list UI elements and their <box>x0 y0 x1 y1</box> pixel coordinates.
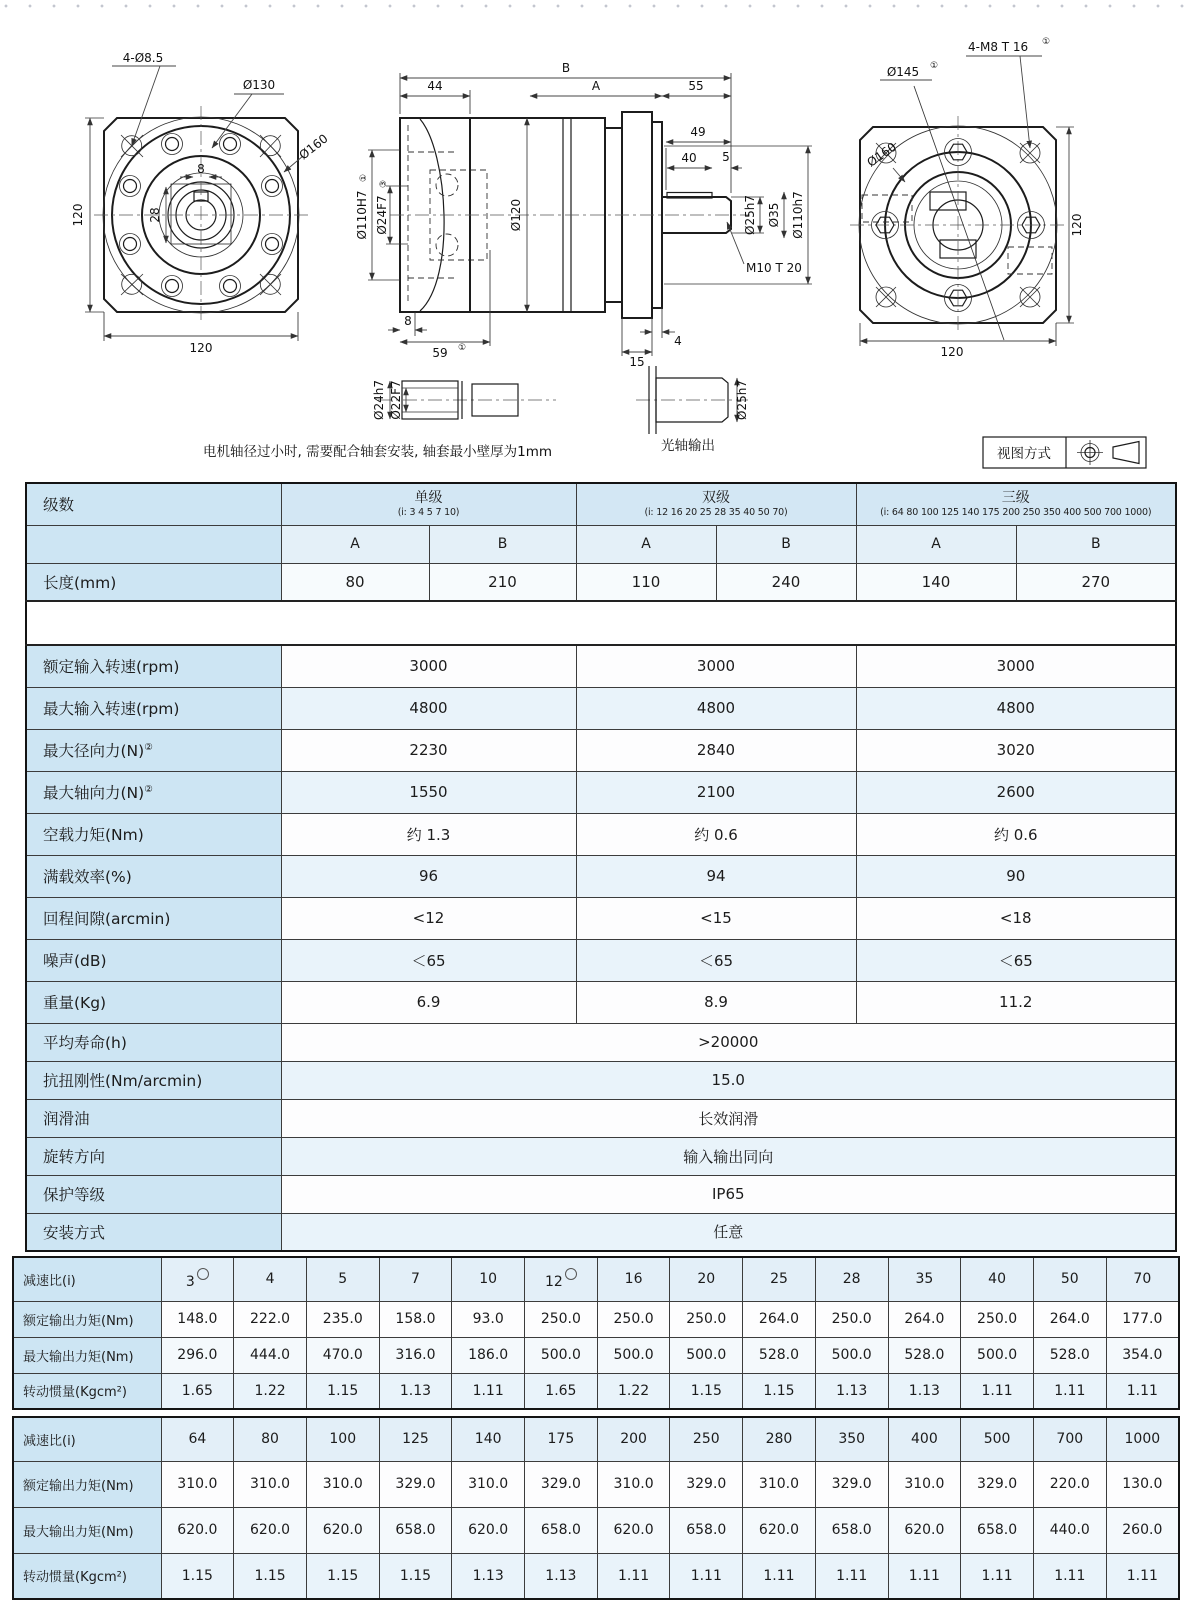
group-header-double-stage <box>576 483 856 525</box>
cell-value: 1.11 <box>1033 1553 1106 1599</box>
cell-value: ＜65 <box>281 939 576 981</box>
rear-height-dim: 120 <box>1070 213 1084 237</box>
cell-value: <12 <box>281 897 576 939</box>
cell-value: 1550 <box>281 771 576 813</box>
note-circle-icon <box>197 1268 209 1280</box>
cell-value: 140 <box>856 563 1016 601</box>
cell-value: 1.65 <box>161 1373 234 1409</box>
group-ratios: (i: 3 4 5 7 10) <box>397 507 460 519</box>
row-label: 减速比(i) <box>13 1417 161 1461</box>
ratio-row <box>13 1417 1179 1461</box>
cell-value: 296.0 <box>161 1337 234 1373</box>
spec-span-row <box>26 1175 1176 1213</box>
row-label: 旋转方向 <box>26 1137 281 1175</box>
row-label: 噪声(dB) <box>26 939 281 981</box>
cell-value: 35 <box>888 1257 961 1301</box>
row-label: 最大轴向力(N)② <box>26 771 281 813</box>
cell-value: 310.0 <box>234 1461 307 1507</box>
perforated-edge <box>0 2 1192 10</box>
cell-value: 2600 <box>856 771 1176 813</box>
subheader-A: A <box>576 525 716 563</box>
ratio-row <box>13 1301 1179 1337</box>
length-row <box>26 563 1176 601</box>
row-label: 满载效率(%) <box>26 855 281 897</box>
cell-value: 148.0 <box>161 1301 234 1337</box>
cell-value: 6.9 <box>281 981 576 1023</box>
cell-value: 20 <box>670 1257 743 1301</box>
spec-param-row <box>26 771 1176 813</box>
cell-value: 620.0 <box>306 1507 379 1553</box>
group-title: 单级 <box>414 490 443 507</box>
cell-value: 620.0 <box>234 1507 307 1553</box>
cell-value: 1.11 <box>815 1553 888 1599</box>
cell-value: 输入输出同向 <box>281 1137 1176 1175</box>
subheader-A: A <box>281 525 429 563</box>
cell-value: 3 <box>161 1257 234 1301</box>
cell-value: 310.0 <box>306 1461 379 1507</box>
cell-value: 270 <box>1016 563 1176 601</box>
cell-value: 3000 <box>576 645 856 687</box>
cell-value: 250 <box>670 1417 743 1461</box>
header-stages-label: 级数 <box>26 483 281 525</box>
subheader-B: B <box>1016 525 1176 563</box>
cell-value: 235.0 <box>306 1301 379 1337</box>
cell-value: 620.0 <box>743 1507 816 1553</box>
cell-value: 658.0 <box>670 1507 743 1553</box>
cell-value: 约 0.6 <box>856 813 1176 855</box>
cell-value: 260.0 <box>1106 1507 1179 1553</box>
rear-taps-note: ① <box>1042 37 1051 47</box>
row-label: 长度(mm) <box>26 563 281 601</box>
cell-value: 93.0 <box>452 1301 525 1337</box>
cell-value: 140 <box>452 1417 525 1461</box>
note-circle-icon <box>565 1268 577 1280</box>
row-label: 最大输入转速(rpm) <box>26 687 281 729</box>
cell-value: 1.22 <box>234 1373 307 1409</box>
cell-value: 310.0 <box>888 1461 961 1507</box>
spec-span-row <box>26 1137 1176 1175</box>
cell-value: <15 <box>576 897 856 939</box>
row-label: 保护等级 <box>26 1175 281 1213</box>
cell-value: 50 <box>1033 1257 1106 1301</box>
row-label: 最大输出力矩(Nm) <box>13 1337 161 1373</box>
cell-value: 100 <box>306 1417 379 1461</box>
first-angle-projection-icon <box>1077 440 1103 465</box>
row-label: 润滑油 <box>26 1099 281 1137</box>
side-len15-dim: 15 <box>629 355 645 369</box>
side-view-drawing <box>355 61 812 369</box>
ratio-table-high <box>12 1416 1180 1600</box>
cell-value: 15.0 <box>281 1061 1176 1099</box>
cell-value: 8.9 <box>576 981 856 1023</box>
row-label: 转动惯量(Kgcm²) <box>13 1553 161 1599</box>
rear-outer-circle-dim: Ø160 <box>864 139 899 170</box>
cell-value: 310.0 <box>161 1461 234 1507</box>
cell-value: 500 <box>961 1417 1034 1461</box>
ratio-row <box>13 1553 1179 1599</box>
row-label: 安装方式 <box>26 1213 281 1251</box>
cell-value: 1.11 <box>961 1373 1034 1409</box>
ratio-row <box>13 1507 1179 1553</box>
cell-value: 125 <box>379 1417 452 1461</box>
sleeve-note: 电机轴径过小时, 需要配合轴套安装, 轴套最小壁厚为1mm <box>203 444 553 460</box>
cell-value: 440.0 <box>1033 1507 1106 1553</box>
cell-value: 7 <box>379 1257 452 1301</box>
cell-value: 90 <box>856 855 1176 897</box>
side-input-bore-dim: Ø24F7 <box>375 195 389 235</box>
spec-param-row <box>26 855 1176 897</box>
group-ratios: (i: 64 80 100 125 140 175 200 250 350 400 500 700 1000) <box>880 507 1152 519</box>
cell-value: 10 <box>452 1257 525 1301</box>
cell-value: 175 <box>525 1417 598 1461</box>
side-len4-dim: 4 <box>674 334 682 348</box>
cell-value: 177.0 <box>1106 1301 1179 1337</box>
cell-value: 528.0 <box>888 1337 961 1373</box>
cell-value: 1000 <box>1106 1417 1179 1461</box>
cell-value: 1.11 <box>1033 1373 1106 1409</box>
cell-value: 200 <box>597 1417 670 1461</box>
output-shaft-detail-drawing <box>636 366 749 454</box>
rear-taps-callout: 4-M8 T 16 <box>968 40 1029 54</box>
cell-value: 316.0 <box>379 1337 452 1373</box>
cell-value: 1.11 <box>888 1553 961 1599</box>
cell-value: 658.0 <box>379 1507 452 1553</box>
cell-value: 约 0.6 <box>576 813 856 855</box>
cell-value: 1.11 <box>670 1553 743 1599</box>
spec-span-row <box>26 1023 1176 1061</box>
row-label: 回程间隙(arcmin) <box>26 897 281 939</box>
cell-value: 1.13 <box>379 1373 452 1409</box>
spec-header-row <box>26 483 1176 525</box>
cell-value: 94 <box>576 855 856 897</box>
cell-value: 5 <box>306 1257 379 1301</box>
side-len49-dim: 49 <box>690 125 706 139</box>
side-len8-dim: 8 <box>404 314 412 328</box>
gearbox-drawing-svg <box>0 10 1192 482</box>
cell-value: 250.0 <box>961 1301 1034 1337</box>
side-len5-dim: 5 <box>722 150 730 164</box>
cell-value: 4800 <box>856 687 1176 729</box>
cell-value: 186.0 <box>452 1337 525 1373</box>
row-label: 额定输出力矩(Nm) <box>13 1461 161 1507</box>
row-label: 抗扭刚性(Nm/arcmin) <box>26 1061 281 1099</box>
cell-value: 658.0 <box>961 1507 1034 1553</box>
cell-value: 1.11 <box>597 1553 670 1599</box>
cell-value: 250.0 <box>670 1301 743 1337</box>
technical-drawings <box>0 10 1192 482</box>
cell-value: 620.0 <box>888 1507 961 1553</box>
cell-value: 70 <box>1106 1257 1179 1301</box>
cell-value: 700 <box>1033 1417 1106 1461</box>
cell-value: 329.0 <box>670 1461 743 1507</box>
cell-value: 500.0 <box>961 1337 1034 1373</box>
cell-value: 210 <box>429 563 576 601</box>
cell-value: 1.22 <box>597 1373 670 1409</box>
cell-value: <18 <box>856 897 1176 939</box>
front-width-dim: 120 <box>189 341 213 355</box>
cell-value: 444.0 <box>234 1337 307 1373</box>
cell-value: 620.0 <box>161 1507 234 1553</box>
footnote-mark: ② <box>144 741 153 753</box>
cell-value: 329.0 <box>815 1461 888 1507</box>
cell-value: 264.0 <box>888 1301 961 1337</box>
group-title: 三级 <box>1001 490 1030 507</box>
cell-value: 470.0 <box>306 1337 379 1373</box>
cell-value: 310.0 <box>597 1461 670 1507</box>
cell-value: 长效润滑 <box>281 1099 1176 1137</box>
cell-value: 658.0 <box>815 1507 888 1553</box>
side-shaft-dia-dim: Ø25h7 <box>743 195 757 235</box>
cell-value: 11.2 <box>856 981 1176 1023</box>
cell-value: 64 <box>161 1417 234 1461</box>
cell-value: ＜65 <box>856 939 1176 981</box>
spec-span-row <box>26 1213 1176 1251</box>
cell-value: 4800 <box>576 687 856 729</box>
side-key-length-dim: 40 <box>681 151 697 165</box>
rear-width-dim: 120 <box>940 345 964 359</box>
spec-param-row <box>26 813 1176 855</box>
cell-value: 250.0 <box>815 1301 888 1337</box>
spacer-row <box>26 601 1176 645</box>
front-key-height-dim: 28 <box>148 207 162 223</box>
cell-value: 约 1.3 <box>281 813 576 855</box>
cell-value: 1.15 <box>161 1553 234 1599</box>
cell-value: 1.13 <box>452 1553 525 1599</box>
cell-value: 528.0 <box>1033 1337 1106 1373</box>
cell-value: 1.15 <box>379 1553 452 1599</box>
cell-value: 250.0 <box>525 1301 598 1337</box>
row-label: 额定输入转速(rpm) <box>26 645 281 687</box>
spec-span-row <box>26 1099 1176 1137</box>
row-label: 转动惯量(Kgcm²) <box>13 1373 161 1409</box>
front-height-dim: 120 <box>71 203 85 227</box>
group-header-single-stage <box>281 483 576 525</box>
cell-value: IP65 <box>281 1175 1176 1213</box>
cell-value: 1.11 <box>743 1553 816 1599</box>
row-label: 最大输出力矩(Nm) <box>13 1507 161 1553</box>
front-bolt-circle-dim: Ø130 <box>242 78 276 92</box>
spec-param-row <box>26 981 1176 1023</box>
cell-value: 220.0 <box>1033 1461 1106 1507</box>
ratio-row <box>13 1257 1179 1301</box>
view-method-box <box>983 437 1146 468</box>
cell-value: 96 <box>281 855 576 897</box>
side-flange-length-dim: 44 <box>427 79 443 93</box>
cell-value: 658.0 <box>525 1507 598 1553</box>
cell-value: 280 <box>743 1417 816 1461</box>
spec-param-row <box>26 939 1176 981</box>
subheader-B: B <box>429 525 576 563</box>
footnote-mark: ② <box>144 783 153 795</box>
cell-value: 240 <box>716 563 856 601</box>
cell-value: 1.15 <box>743 1373 816 1409</box>
cell-value: 28 <box>815 1257 888 1301</box>
cell-value: 158.0 <box>379 1301 452 1337</box>
cell-value: 1.15 <box>234 1553 307 1599</box>
view-method-label: 视图方式 <box>997 446 1051 462</box>
side-spigot-dia-dim: Ø110h7 <box>791 191 805 239</box>
side-overall-length-dim: B <box>561 61 571 75</box>
cell-value: 329.0 <box>379 1461 452 1507</box>
side-shoulder-dia-dim: Ø35 <box>767 202 781 228</box>
side-body-length-dim: A <box>591 79 601 93</box>
cell-value: 12 <box>525 1257 598 1301</box>
cell-value: 620.0 <box>597 1507 670 1553</box>
ratio-row <box>13 1373 1179 1409</box>
cell-value: 3020 <box>856 729 1176 771</box>
ratio-row <box>13 1337 1179 1373</box>
spec-table <box>25 482 1177 1252</box>
cell-value: 1.15 <box>306 1373 379 1409</box>
group-header-triple-stage <box>856 483 1176 525</box>
row-label: 平均寿命(h) <box>26 1023 281 1061</box>
row-label: 额定输出力矩(Nm) <box>13 1301 161 1337</box>
cell-value: 110 <box>576 563 716 601</box>
cell-value: 620.0 <box>452 1507 525 1553</box>
sleeve-bore-dia-dim: Ø22F7 <box>389 380 403 420</box>
spec-param-row <box>26 687 1176 729</box>
cell-value: 500.0 <box>597 1337 670 1373</box>
rear-view-drawing <box>850 37 1084 359</box>
side-input-bore-note: ③ <box>379 179 389 189</box>
row-label: 重量(Kg) <box>26 981 281 1023</box>
ratio-row <box>13 1461 1179 1507</box>
subheader-A: A <box>856 525 1016 563</box>
front-key-width-dim: 8 <box>197 162 205 176</box>
cell-value: 500.0 <box>525 1337 598 1373</box>
group-ratios: (i: 12 16 20 25 28 35 40 50 70) <box>644 507 788 519</box>
cell-value: 1.11 <box>452 1373 525 1409</box>
front-outer-circle-dim: Ø160 <box>296 131 331 163</box>
spec-param-row <box>26 729 1176 771</box>
side-len59-note: ① <box>458 343 467 353</box>
cell-value: 329.0 <box>961 1461 1034 1507</box>
side-body-dia-dim: Ø120 <box>509 198 523 232</box>
cell-value: 264.0 <box>743 1301 816 1337</box>
cell-value: 310.0 <box>452 1461 525 1507</box>
cell-value: 500.0 <box>670 1337 743 1373</box>
cell-value: 16 <box>597 1257 670 1301</box>
cell-value: 80 <box>281 563 429 601</box>
side-shaft-length-dim: 55 <box>688 79 704 93</box>
cell-value: 3000 <box>856 645 1176 687</box>
cell-value: 400 <box>888 1417 961 1461</box>
projection-cone-icon <box>1113 442 1139 464</box>
cell-value: 528.0 <box>743 1337 816 1373</box>
side-len59-dim: 59 <box>432 346 448 360</box>
side-pilot-bore-dim: Ø110H7 <box>355 190 369 240</box>
cell-value: 130.0 <box>1106 1461 1179 1507</box>
cell-value: 350 <box>815 1417 888 1461</box>
front-holes-callout: 4-Ø8.5 <box>122 51 164 65</box>
cell-value: 任意 <box>281 1213 1176 1251</box>
row-label: 减速比(i) <box>13 1257 161 1301</box>
cell-value: 4800 <box>281 687 576 729</box>
row-label: 最大径向力(N)② <box>26 729 281 771</box>
cell-value: 1.13 <box>815 1373 888 1409</box>
rear-bolt-circle-dim: Ø145 <box>886 65 920 79</box>
cell-value: 1.11 <box>961 1553 1034 1599</box>
row-label: 空载力矩(Nm) <box>26 813 281 855</box>
cell-value: 1.11 <box>1106 1373 1179 1409</box>
side-pilot-bore-note: ① <box>359 173 369 183</box>
cell-value: ＜65 <box>576 939 856 981</box>
cell-value: 500.0 <box>815 1337 888 1373</box>
spec-param-row <box>26 645 1176 687</box>
cell-value: 310.0 <box>743 1461 816 1507</box>
spec-subheader-row <box>26 525 1176 563</box>
front-view-drawing <box>71 51 331 355</box>
cell-value: >20000 <box>281 1023 1176 1061</box>
subheader-B: B <box>716 525 856 563</box>
cell-value: 329.0 <box>525 1461 598 1507</box>
rear-bolt-circle-note: ① <box>930 61 939 71</box>
sleeve-detail-drawing <box>372 380 556 420</box>
cell-value: 1.11 <box>1106 1553 1179 1599</box>
cell-value: 1.15 <box>306 1553 379 1599</box>
spacer-cell <box>26 601 1176 645</box>
cell-value: 25 <box>743 1257 816 1301</box>
cell-value: 264.0 <box>1033 1301 1106 1337</box>
output-shaft-caption: 光轴输出 <box>661 438 715 454</box>
cell-value: 1.15 <box>670 1373 743 1409</box>
cell-value: 4 <box>234 1257 307 1301</box>
cell-value: 1.13 <box>888 1373 961 1409</box>
cell-value: 2840 <box>576 729 856 771</box>
cell-value: 222.0 <box>234 1301 307 1337</box>
ratio-table-low <box>12 1256 1180 1410</box>
empty-label-cell <box>26 525 281 563</box>
cell-value: 2100 <box>576 771 856 813</box>
cell-value: 1.13 <box>525 1553 598 1599</box>
cell-value: 80 <box>234 1417 307 1461</box>
sleeve-outer-dia-dim: Ø24h7 <box>372 380 386 420</box>
cell-value: 2230 <box>281 729 576 771</box>
cell-value: 3000 <box>281 645 576 687</box>
cell-value: 354.0 <box>1106 1337 1179 1373</box>
cell-value: 250.0 <box>597 1301 670 1337</box>
spec-span-row <box>26 1061 1176 1099</box>
group-title: 双级 <box>702 490 730 507</box>
cell-value: 40 <box>961 1257 1034 1301</box>
side-tap-callout: M10 T 20 <box>746 261 802 275</box>
spec-param-row <box>26 897 1176 939</box>
cell-value: 1.65 <box>525 1373 598 1409</box>
output-shaft-dia-dim: Ø25h7 <box>735 380 749 420</box>
